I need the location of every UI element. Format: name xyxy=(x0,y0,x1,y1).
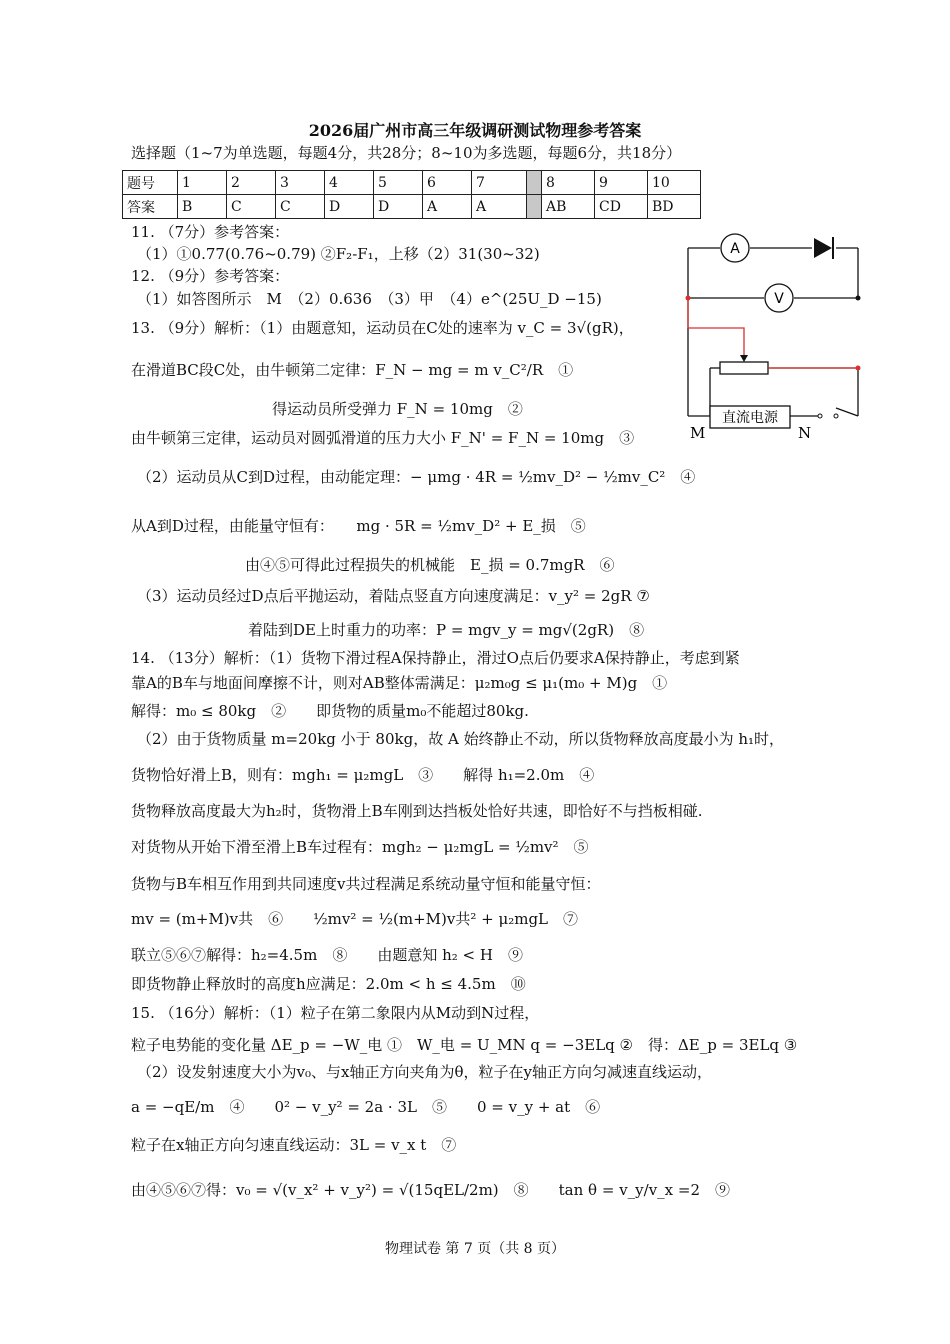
voltmeter-label: V xyxy=(774,291,784,307)
junction-dot xyxy=(686,296,691,301)
q14-line: 货物恰好滑上B，则有：mgh₁ = μ₂mgL ③ 解得 h₁=2.0m ④ xyxy=(131,766,595,784)
table-cell: AB xyxy=(542,195,595,219)
switch-icon xyxy=(818,414,838,418)
table-cell: 7 xyxy=(472,171,527,195)
table-cell: 6 xyxy=(423,171,472,195)
table-cell: 8 xyxy=(542,171,595,195)
q14-line: mv = (m+M)v共 ⑥ ½mv² = ½(m+M)v共² + μ₂mgL ⑦ xyxy=(131,910,579,928)
q13-line: 从A到D过程，由能量守恒有： mg · 5R = ½mv_D² + E_损 ⑤ xyxy=(131,517,586,535)
intro-text: 选择题（1~7为单选题，每题4分，共28分；8~10为多选题，每题6分，共18分） xyxy=(131,144,682,162)
table-cell: C xyxy=(276,195,325,219)
q13-line: （3）运动员经过D点后平抛运动，着陆点竖直方向速度满足：v_y² = 2gR ⑦ xyxy=(137,587,650,605)
q14-line: 对货物从开始下滑至滑上B车过程有：mgh₂ − μ₂mgL = ½mv² ⑤ xyxy=(131,838,589,856)
junction-dot xyxy=(856,366,861,371)
table-cell: 2 xyxy=(227,171,276,195)
q13-line: 由④⑤可得此过程损失的机械能 E_损 = 0.7mgR ⑥ xyxy=(245,556,615,574)
table-cell: A xyxy=(423,195,472,219)
table-cell: 5 xyxy=(374,171,423,195)
table-answer-label: 答案 xyxy=(123,195,178,219)
q13-line: 得运动员所受弹力 F_N = 10mg ② xyxy=(272,400,523,418)
q11-heading: 11. （7分）参考答案： xyxy=(131,223,290,241)
table-cell: B xyxy=(178,195,227,219)
q14-line: 货物释放高度最大为h₂时，货物滑上B车刚到达挡板处恰好共速，即恰好不与挡板相碰. xyxy=(131,802,703,820)
table-cell: 4 xyxy=(325,171,374,195)
ammeter-label: A xyxy=(730,241,740,257)
q13-line: （2）运动员从C到D过程，由动能定理：− μmg · 4R = ½mv_D² − ½mv_C² ④ xyxy=(137,468,696,486)
q13-line: 由牛顿第三定律，运动员对圆弧滑道的压力大小 F_N' = F_N = 10mg ③ xyxy=(131,429,635,447)
circuit-diagram xyxy=(680,228,870,448)
q12-answer: （1）如答图所示 M （2）0.636 （3）甲 （4）e^(25U_D −15) xyxy=(137,290,602,308)
table-cell: 10 xyxy=(648,171,701,195)
table-gap xyxy=(527,195,542,219)
table-cell: 9 xyxy=(595,171,648,195)
answer-table xyxy=(122,170,701,219)
q14-line: 14. （13分）解析：（1）货物下滑过程A保持静止，滑过O点后仍要求A保持静止，考虑到紧 xyxy=(131,649,740,667)
junction-dot xyxy=(856,296,861,301)
q13-line: 13. （9分）解析：（1）由题意知，运动员在C处的速率为 v_C = 3√(gR)， xyxy=(131,319,634,337)
q14-line: 即货物静止释放时的高度h应满足：2.0m < h ≤ 4.5m ⑩ xyxy=(131,975,526,993)
table-cell: D xyxy=(325,195,374,219)
table-header-row xyxy=(123,171,701,195)
page-footer: 物理试卷 第 7 页（共 8 页） xyxy=(384,1241,566,1257)
q15-line: 由④⑤⑥⑦得：v₀ = √(v_x² + v_y²) = √(15qEL/2m) ⑧ tan θ = v_y/v_x =2 ⑨ xyxy=(131,1181,731,1199)
page-title: 2026届广州市高三年级调研测试物理参考答案 xyxy=(308,121,642,140)
table-gap xyxy=(527,171,542,195)
q15-line: （2）设发射速度大小为v₀、与x轴正方向夹角为θ，粒子在y轴正方向匀减速直线运动， xyxy=(137,1063,712,1081)
q14-line: （2）由于货物质量 m=20kg 小于 80kg，故 A 始终静止不动，所以货物释放高度最小为 h₁时， xyxy=(137,730,785,748)
table-answer-row xyxy=(123,195,701,219)
power-source xyxy=(710,406,790,428)
q15-line: 粒子在x轴正方向匀速直线运动：3L = v_x t ⑦ xyxy=(131,1136,457,1154)
q11-answer: （1）①0.77(0.76~0.79) ②F₂-F₁，上移（2）31(30~32) xyxy=(137,245,540,263)
q13-line: 着陆到DE上时重力的功率：P = mgv_y = mg√(2gR) ⑧ xyxy=(248,621,645,639)
table-cell: 1 xyxy=(178,171,227,195)
power-source-label: 直流电源 xyxy=(722,410,778,426)
table-cell: CD xyxy=(595,195,648,219)
label-m: M xyxy=(690,424,706,442)
q14-line: 解得：m₀ ≤ 80kg ② 即货物的质量m₀不能超过80kg. xyxy=(131,702,529,720)
table-header-label: 题号 xyxy=(123,171,178,195)
q14-line: 靠A的B车与地面间摩擦不计，则对AB整体需满足：μ₂m₀g ≤ μ₁(m₀ + M)g ① xyxy=(131,674,668,692)
q15-line: 粒子电势能的变化量 ΔE_p = −W_电 ① W_电 = U_MN q = −3ELq ② 得：ΔE_p = 3ELq ③ xyxy=(131,1036,798,1054)
q14-line: 联立⑤⑥⑦解得：h₂=4.5m ⑧ 由题意知 h₂ < H ⑨ xyxy=(131,946,523,964)
table-cell: A xyxy=(472,195,527,219)
q13-line: 在滑道BC段C处，由牛顿第二定律：F_N − mg = m v_C²/R ① xyxy=(131,361,574,379)
table-cell: BD xyxy=(648,195,701,219)
q15-line: 15. （16分）解析：（1）粒子在第二象限内从M动到N过程， xyxy=(131,1004,540,1022)
table-cell: D xyxy=(374,195,423,219)
q12-heading: 12. （9分）参考答案： xyxy=(131,267,290,285)
diode-icon xyxy=(814,237,833,259)
q14-line: 货物与B车相互作用到共同速度v共过程满足系统动量守恒和能量守恒： xyxy=(131,875,601,893)
q15-line: a = −qE/m ④ 0² − v_y² = 2a · 3L ⑤ 0 = v_y + at ⑥ xyxy=(131,1098,601,1116)
ammeter xyxy=(721,234,749,262)
table-cell: C xyxy=(227,195,276,219)
table-cell: 3 xyxy=(276,171,325,195)
label-n: N xyxy=(798,424,812,442)
voltmeter xyxy=(765,284,793,312)
